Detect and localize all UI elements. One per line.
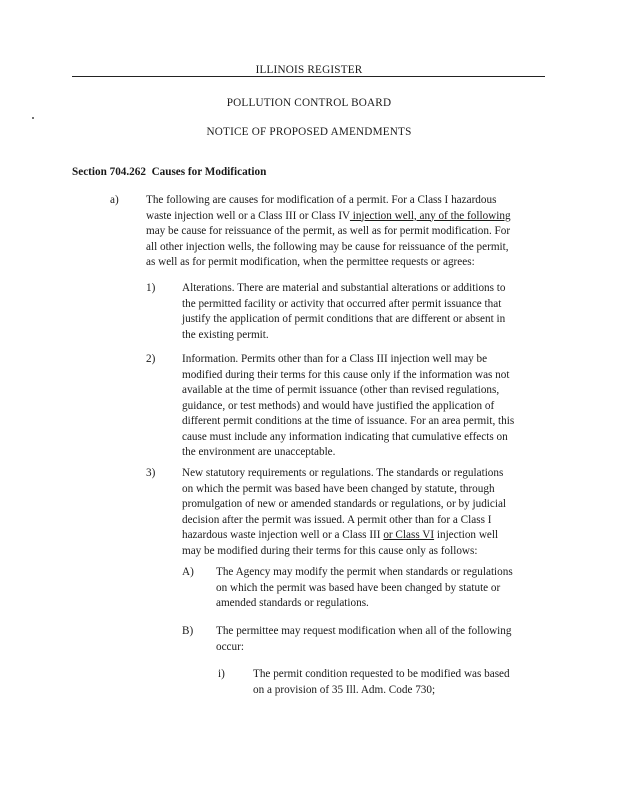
text-line: the environment are unacceptable. [182,446,336,458]
section-heading [72,166,266,178]
scan-speck [32,117,34,119]
item-1-label: 1) [146,282,156,294]
item-2-text [182,352,514,461]
item-3-text [182,466,506,559]
section-title: Causes for Modification [151,166,267,178]
text-line: decision after the permit was issued. A permit other than for a Class I [182,513,492,526]
section-number: Section 704.262 [72,166,146,178]
text-line: as well as for permit modification, when the permittee requests or agrees: [146,256,475,268]
text-line: The permit condition requested to be modified was based [253,668,510,680]
text-line: modified during their terms for this cause only if the information was not [182,368,510,381]
text-line: guidance, or test methods) and would have justified the application of [182,399,495,412]
text-line: on which the permit was based have been changed by statute or [216,581,501,594]
text-line: the existing permit. [182,328,269,341]
text-line: The following are causes for modification of a permit. For a Class I hazardous [146,194,497,206]
item-B-label: B) [182,625,194,637]
notice-title: NOTICE OF PROPOSED AMENDMENTS [206,126,412,138]
text-line: New statutory requirements or regulations. The standards or regulations [182,467,504,479]
inserted-text: or Class VI [383,529,435,541]
text-line: hazardous waste injection well or a Class III or Class VI injection well [182,529,499,541]
text-line: all other injection wells, the following may be cause for reissuance of the permit, [146,240,509,253]
register-title: ILLINOIS REGISTER [255,64,363,76]
text-line: different permit conditions at the time of issuance. For an area permit, this [182,415,515,427]
text-line: promulgation of new or amended standards or regulations, or by judicial [182,498,507,510]
item-3-label: 3) [146,467,156,479]
item-2-label: 2) [146,353,156,365]
subsection-a-label: a) [110,194,119,206]
text-line: available at the time of permit issuance (other than revised regulations, [182,384,500,396]
text-line: Alterations. There are material and substantial alterations or additions to [182,282,506,294]
text-line: The Agency may modify the permit when standards or regulations [216,566,513,578]
item-A-label: A) [182,566,194,578]
text-line: Information. Permits other than for a Class III injection well may be [182,353,488,365]
text-line: occur: [216,640,244,653]
text-line: on which the permit was based have been changed by statute, through [182,482,495,495]
text-line: waste injection well or a Class III or Class IV injection well, any of the following [146,209,511,222]
item-i-label: i) [218,668,225,680]
text-line: may be cause for reissuance of the permit, as well as for permit modification. For [146,225,511,237]
subsection-a-text [146,193,511,271]
item-i-text [253,667,510,698]
text-line: amended standards or regulations. [216,597,369,609]
item-1-text [182,281,506,343]
header-rule [72,76,545,77]
text-line: may be modified during their terms for this cause only as follows: [182,544,478,557]
board-title: POLLUTION CONTROL BOARD [226,97,392,109]
item-A-text [216,565,513,612]
text-line: justify the application of permit conditions that are different or absent in [182,313,506,325]
text-line: The permittee may request modification when all of the following [216,625,512,637]
text-line: cause must include any information indicating that cumulative effects on [182,430,508,443]
text-line: the permitted facility or activity that occurred after permit issuance that [182,297,502,310]
item-B-text [216,624,511,655]
text-line: on a provision of 35 Ill. Adm. Code 730; [253,683,436,696]
inserted-text: injection well, any of the following [349,209,511,222]
